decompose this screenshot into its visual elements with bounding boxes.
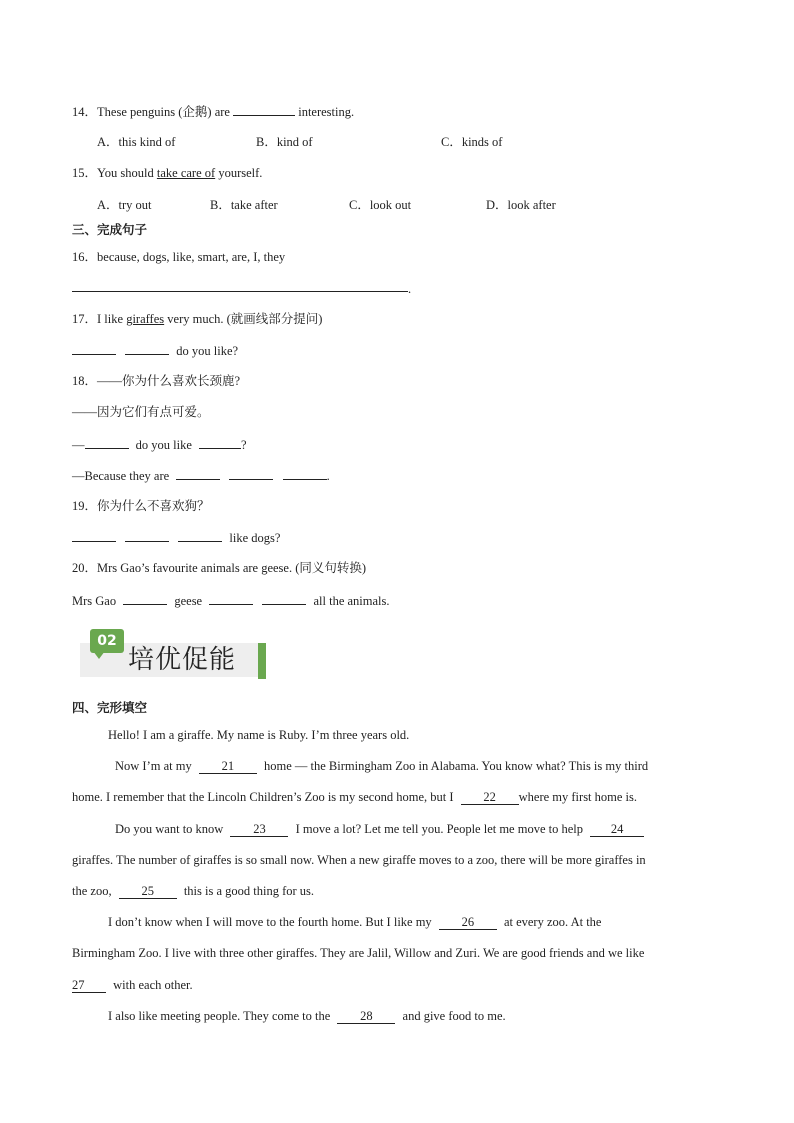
answer-blank[interactable] — [233, 103, 295, 116]
question-14 — [72, 103, 354, 120]
answer-line-17 — [72, 342, 238, 359]
answer-blank[interactable] — [178, 529, 222, 542]
answer-part: all the animals. — [313, 594, 390, 608]
english-answer-line — [72, 467, 330, 484]
question-end: ? — [241, 438, 247, 452]
question-number: 15． — [72, 166, 98, 180]
cloze-blank-25[interactable]: 25 — [119, 884, 177, 899]
passage-line: Do you want to know 23 I move a lot? Let me tell you. People let me move to help 24 — [115, 821, 644, 837]
question-text: Mrs Gao’s favourite animals are geese. (同义句转换) — [97, 561, 367, 575]
underlined-word: giraffes — [126, 312, 165, 326]
answer-blank[interactable] — [176, 467, 220, 480]
question-stem: You should — [97, 166, 154, 180]
answer-tail: like dogs? — [229, 531, 281, 545]
cloze-blank-28[interactable]: 28 — [337, 1009, 395, 1024]
passage-line: Hello! I am a giraffe. My name is Ruby. I’m three years old. — [108, 728, 410, 742]
cloze-blank-22[interactable]: 22 — [461, 790, 519, 805]
answer-blank[interactable] — [262, 592, 306, 605]
answer-part: Mrs Gao — [72, 594, 117, 608]
answer-prefix: —Because they are — [72, 469, 170, 483]
cloze-blank-23[interactable]: 23 — [230, 822, 288, 837]
section-banner — [80, 629, 266, 679]
answer-blank[interactable] — [125, 529, 169, 542]
question-16 — [72, 249, 285, 265]
option-c[interactable]: C．look out — [349, 198, 412, 212]
answer-tail: do you like? — [176, 344, 239, 358]
english-question-line — [72, 436, 247, 453]
chinese-answer: ——因为它们有点可爱。 — [72, 405, 210, 419]
question-number: 17． — [72, 312, 98, 326]
question-18 — [72, 373, 240, 389]
question-17 — [72, 311, 322, 327]
passage-line: home. I remember that the Lincoln Children’s Zoo is my second home, but I 22 where my first home is. — [72, 790, 638, 804]
answer-blank[interactable] — [199, 436, 241, 449]
answer-blank[interactable] — [229, 467, 273, 480]
answer-line[interactable] — [72, 291, 408, 292]
cloze-blank-21[interactable]: 21 — [199, 759, 257, 774]
question-text: 你为什么不喜欢狗？ — [97, 499, 210, 513]
question-text: because, dogs, like, smart, are, I, they — [97, 250, 286, 264]
passage-line: I also like meeting people. They come to the 28 and give food to me. — [108, 1009, 506, 1023]
passage-line: Now I’m at my 21 home — the Birmingham Zoo in Alabama. You know what? This is my third — [115, 759, 649, 773]
chinese-question: ——你为什么喜欢长颈鹿? — [97, 374, 241, 388]
option-c[interactable]: C．kinds of — [441, 135, 503, 149]
cloze-blank-27[interactable]: 27 — [72, 978, 106, 993]
answer-blank[interactable] — [85, 436, 129, 449]
question-stem: I like — [97, 312, 124, 326]
answer-part: geese — [174, 594, 203, 608]
question-number: 19． — [72, 499, 98, 513]
option-a[interactable]: A．this kind of — [97, 135, 176, 149]
answer-line-19 — [72, 529, 280, 546]
question-15 — [72, 165, 262, 181]
underlined-phrase: take care of — [156, 166, 216, 180]
section-heading: 四、完形填空 — [72, 701, 148, 715]
answer-blank[interactable] — [283, 467, 327, 480]
question-number: 18． — [72, 374, 98, 388]
passage-line: Birmingham Zoo. I live with three other giraffes. They are Jalil, Willow and Zuri. We are good friends and we like — [72, 946, 645, 960]
question-20 — [72, 560, 366, 576]
question-mid: do you like — [135, 438, 192, 452]
passage-line: the zoo, 25 this is a good thing for us. — [72, 884, 315, 898]
end-punctuation: . — [408, 282, 412, 296]
answer-blank[interactable] — [123, 592, 167, 605]
option-b[interactable]: B．kind of — [256, 135, 313, 149]
section-number-badge: 02 — [90, 629, 124, 653]
dash: — — [72, 438, 85, 452]
answer-blank[interactable] — [125, 342, 169, 355]
banner-title: 培优促能 — [128, 645, 237, 675]
answer-blank[interactable] — [72, 529, 116, 542]
question-stem: These penguins (企鹅) are — [97, 105, 230, 119]
question-stem-end: interesting. — [298, 105, 355, 119]
question-number: 14． — [72, 105, 98, 119]
option-b[interactable]: B．take after — [210, 198, 278, 212]
answer-end: . — [326, 469, 330, 483]
passage-line: giraffes. The number of giraffes is so small now. When a new giraffe moves to a zoo, there will be more giraffes in — [72, 853, 646, 867]
banner-accent-bar — [258, 643, 266, 679]
question-number: 16． — [72, 250, 98, 264]
answer-blank[interactable] — [72, 342, 116, 355]
question-19 — [72, 498, 210, 514]
answer-line-20 — [72, 592, 390, 609]
cloze-blank-24[interactable]: 24 — [590, 822, 644, 837]
option-a[interactable]: A．try out — [97, 198, 152, 212]
question-stem-end: yourself. — [218, 166, 263, 180]
section-heading: 三、完成句子 — [72, 223, 148, 237]
passage-line: 27 with each other. — [72, 978, 193, 992]
passage-line: I don’t know when I will move to the fourth home. But I like my 26 at every zoo. At the — [108, 915, 602, 929]
question-stem-end: very much. (就画线部分提问) — [167, 312, 323, 326]
cloze-blank-26[interactable]: 26 — [439, 915, 497, 930]
answer-blank[interactable] — [209, 592, 253, 605]
option-d[interactable]: D．look after — [486, 198, 556, 212]
question-number: 20． — [72, 561, 98, 575]
